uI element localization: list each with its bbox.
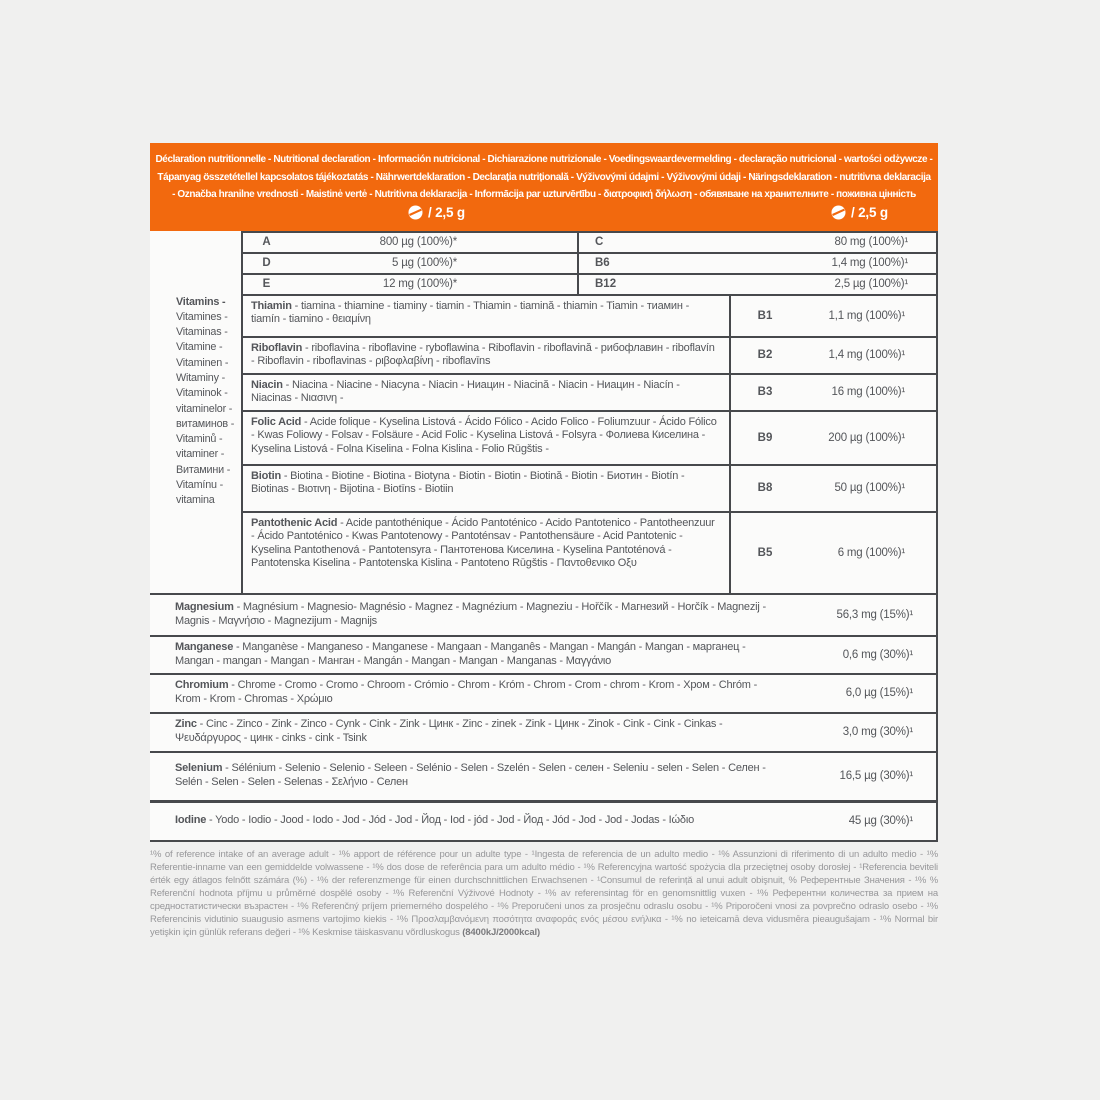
vitamin-code: B8 (757, 482, 773, 494)
mineral-name: Chromium (175, 679, 229, 692)
mineral-name-translations: - Manganèse - Manganeso - Manganese - Mangaan - Manganês - Mangan - Mangán - Mangan - марганец - Mangan - mangan - Mangan - Манган - Mangán - Mangan - Mangan - Manganas - Μαγγάνιο (175, 640, 746, 667)
vitamin-code: B9 (757, 431, 773, 444)
vitamin-name-translations: - Biotina - Biotine - Biotina - Biotyna - Biotin - Biotin - Biotină - Biotin - Биотин - Biotín - Biotinas - Βιοτινη - Bijotina - Biotīns - Biotiin (251, 469, 685, 496)
table-row (150, 675, 936, 714)
mineral-name: Selenium (175, 762, 223, 775)
serving-size-right (831, 205, 888, 220)
vitamin-code: B1 (757, 309, 773, 322)
vitamin-value: 800 µg (100%)* (379, 236, 457, 248)
footnote-energy-value: (8400kJ/2000kcal) (462, 927, 541, 939)
vitamin-value: 1,4 mg (100%)¹ (828, 349, 905, 361)
tablet-icon (408, 205, 423, 220)
table-row (243, 513, 936, 593)
vitamin-value: 1,1 mg (100%)¹ (828, 309, 905, 322)
vitamin-value: 12 mg (100%)* (382, 278, 457, 290)
vitamins-label: Vitamins - Vitamines - Vitaminas - Vitamine - Vitaminen - Witaminy - Vitaminok - vitaminelor - витаминов - Vitaminů - vitaminer - Витамини - Vitamínu - vitamina (150, 231, 243, 593)
mineral-value: 6,0 µg (15%)¹ (845, 687, 913, 699)
declaration-banner (150, 143, 938, 231)
serving-size-left (408, 205, 465, 220)
nutrition-declaration-sheet (150, 143, 938, 939)
footnote-text: ¹% of reference intake of an average adult - ¹% apport de référence pour un adulte type - ¹Ingesta de referencia de un adulto medio - ¹% Assunzioni di riferimento di un adulto medio - ¹% Referentie-inname van een gemiddelde volwassene - ¹% dos dose de referência para um adulto médio - ¹% Referencyjna wartość spożycia dla przeciętnej osoby dorosłej - ¹Referencia beviteli érték egy átlagos felnőtt számára (%) - ¹% der referenzmenge für einen durchschnittlichen Erwachsenen - ¹Consumul de referință al unui adult obişnuit, % Референтные Значения - ¹% % Referenční hodnota příjmu u průměrné dospělé osoby - ¹% Referenční Výživové Hodnoty - ¹% av referensintag för en genomsnittlig vuxen - ¹% Референтни количества за прием на средностатистически възрастен - ¹% Referenčný príjem priemerného dospelého - ¹% Preporučeni unos za prosječnu odraslu osobu - ¹% Priporočeni vnosi za povprečno odraslo osebo - ¹% Referencinis vidutinio suaugusio asmens vartojimo kiekis - ¹% Προσλαμβανόμενη ποσότητα αναφοράς ενός μέσου ενήλικα - ¹% no ieteicamā deva vidusmēra pieaugušajam - ¹% Normal bir yetişkin için günlük referans değeri - ¹% Keskmise täiskasvanu võrdluskogus (150, 848, 938, 939)
vitamin-code: B3 (757, 386, 773, 398)
vitamin-code: A (262, 236, 271, 248)
minerals-section (150, 593, 936, 840)
table-row (243, 466, 936, 513)
serving-size-label: / 2,5 g (851, 204, 888, 220)
vitamin-name-translations: - riboflavina - riboflavine - ryboflawina - Riboflavin - riboflavină - рибофлавин - riboflavín - Riboflavin - riboflavinas - ριβοφλαβίνη - riboflavīns (251, 341, 715, 368)
mineral-name-translations: - Chrome - Cromo - Cromo - Chroom - Crómio - Chrom - Króm - Chrom - Crom - chrom - Krom - Хром - Chróm - Krom - Krom - Chromas - Χρώμιο (175, 679, 758, 705)
mineral-value: 45 µg (30%)¹ (848, 815, 913, 827)
tablet-icon (831, 205, 846, 220)
mineral-name: Zinc (175, 718, 197, 731)
vitamin-code: D (262, 257, 271, 269)
vitamin-name: Folic Acid (251, 415, 302, 428)
banner-declaration-text (150, 151, 938, 204)
reference-intake-footnote (150, 848, 938, 940)
vitamin-name-translations: - Niacina - Niacine - Niacyna - Niacin - Ниацин - Niacină - Niacin - Ниацин - Niacín - Niacinas - Νιασινη - (251, 378, 680, 405)
vitamin-name-translations: - tiamina - thiamine - tiaminy - tiamin - Thiamin - tiamină - thiamin - Tiamin - тиамин - tiamín - tiamino - θειαμίνη (251, 299, 690, 326)
mineral-name: Manganese (175, 640, 234, 653)
vitamin-value: 80 mg (100%)¹ (834, 236, 908, 248)
table-row (243, 412, 936, 466)
vitamins-block (150, 231, 936, 593)
mineral-name-translations: - Yodo - Iodio - Jood - Iodo - Jod - Jód - Jod - Йод - Iod - jód - Jod - Йод - Jód - Jod - Jod - Jodas - Ιώδιο (206, 814, 694, 827)
vitamin-code: E (262, 278, 271, 290)
vitamins-rows (243, 231, 936, 593)
vitamin-name: Niacin (251, 378, 283, 391)
banner-line: Déclaration nutritionnelle - Nutritional declaration - Información nutricional - Dichiarazione nutrizionale - Voedingswaardevermelding - declaração nutricional - wartości odżywcze - (155, 154, 933, 165)
table-row (150, 637, 936, 675)
vitamin-name-translations: - Acide pantothénique - Ácido Pantoténico - Acido Pantotenico - Pantotheenzuur - Ácido Pantoténico - Kwas Pantotenowy - Pantoténsav - Pantothensäure - Acid Pantotenic - Kyselina Pantothenová - Pantotensyra - Пантотенова Киселина - Kyselina Pantoténová - Pantotenska Kiselina - Pantotenska Kislina - Pantoteno Rūgštis - Παντοθενικο Οξυ (251, 516, 715, 570)
table-row (243, 375, 936, 412)
table-row (150, 803, 936, 840)
vitamin-value: 50 µg (100%)¹ (834, 482, 905, 494)
vitamin-name: Riboflavin (251, 341, 303, 354)
nutrition-table (150, 231, 938, 842)
table-row (243, 275, 936, 296)
mineral-value: 56,3 mg (15%)¹ (836, 608, 913, 621)
vitamin-name: Pantothenic Acid (251, 516, 338, 529)
vitamin-name: Thiamin (251, 299, 292, 312)
vitamin-value: 200 µg (100%)¹ (828, 431, 905, 444)
vitamin-name: Biotin (251, 469, 281, 482)
vitamin-value: 5 µg (100%)* (392, 257, 457, 269)
vitamin-code: B5 (757, 546, 773, 559)
vitamin-value: 2,5 µg (100%)¹ (834, 278, 908, 290)
vitamin-code: B12 (595, 278, 617, 290)
vitamin-code: B6 (595, 257, 610, 269)
mineral-value: 3,0 mg (30%)¹ (842, 726, 913, 738)
table-row (150, 714, 936, 753)
mineral-name: Iodine (175, 814, 207, 827)
table-row (243, 338, 936, 375)
mineral-name: Magnesium (175, 600, 234, 613)
vitamin-code: B2 (757, 349, 773, 361)
table-row (243, 254, 936, 275)
serving-size-label: / 2,5 g (428, 204, 465, 220)
vitamin-value: 6 mg (100%)¹ (837, 546, 905, 559)
table-row (243, 233, 936, 254)
mineral-value: 16,5 µg (30%)¹ (839, 770, 913, 782)
vitamin-value: 16 mg (100%)¹ (831, 386, 905, 398)
mineral-name-translations: - Sélénium - Selenio - Selenio - Seleen - Selénio - Selen - Szelén - Selen - селен - Seleniu - selen - Selen - Селен - Selén - Selen - Selen - Selenas - Σελήνιο - Селен (175, 762, 766, 788)
vitamin-value: 1,4 mg (100%)¹ (831, 257, 908, 269)
vitamin-name-translations: - Acide folique - Kyselina Listová - Ácido Fólico - Acido Folico - Foliumzuur - Ácido Fólico - Kwas Foliowy - Folsav - Folsäure - Acid Folic - Kyselina Listová - Folsyra - Фолиева Киселина - Kyselina Listová - Folna Kiselina - Folna Kislina - Folio Rūgštis - (251, 415, 717, 455)
table-row (150, 595, 936, 637)
mineral-name-translations: - Magnésium - Magnesio- Magnésio - Magnez - Magnézium - Magneziu - Hořčík - Магнезий - Horčík - Magnezij - Magnis - Μαγνήσιο - Magnezijum - Magnijs (175, 600, 766, 627)
table-row (150, 753, 936, 803)
banner-line: - Označba hranilne vrednosti - Maistinė vertė - Nutritivna deklaracija - Informācija par uzturvērtību - διατροφική δήλωση - обявяване на хранителните - поживна цінність (172, 189, 916, 200)
banner-line: Tápanyag összetétellel kapcsolatos tájékoztatás - Nährwertdeklaration - Declarația nutrițională - Výživovými údajmi - Výživovými údaji - Näringsdeklaration - nutritivna deklaracija (157, 171, 931, 183)
mineral-name-translations: - Cinc - Zinco - Zink - Zinco - Cynk - Cink - Zink - Цинк - Zinc - zinek - Zink - Цинк - Zinok - Cink - Cink - Cinkas - Ψευδάργυρος - цинк - cinks - cink - Tsink (175, 718, 723, 744)
mineral-value: 0,6 mg (30%)¹ (842, 648, 913, 661)
vitamin-code: C (595, 236, 604, 248)
table-row (243, 296, 936, 338)
serving-size-row (150, 204, 938, 231)
